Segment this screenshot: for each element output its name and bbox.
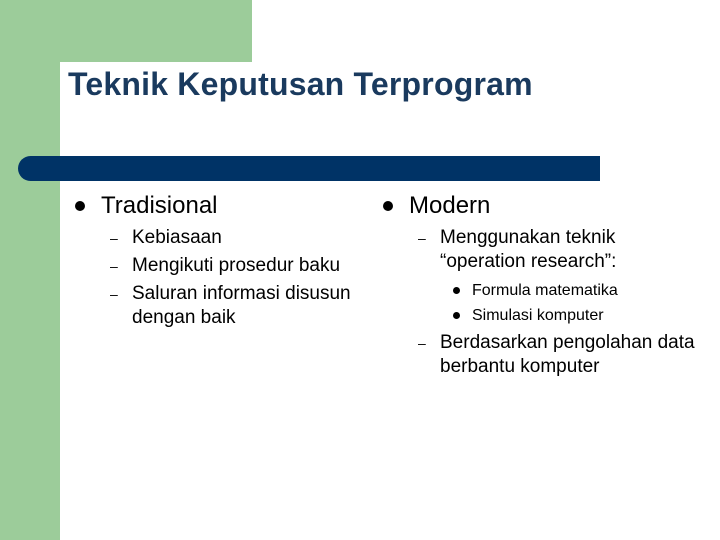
right-subitem-text: Formula matematika: [472, 282, 618, 299]
left-heading-item: [75, 190, 365, 222]
title-divider-bar: [18, 156, 600, 181]
right-sublist-item: [383, 278, 703, 303]
dash-icon: –: [418, 230, 426, 246]
left-item-text: Kebiasaan: [132, 227, 222, 248]
dash-icon: –: [110, 286, 118, 302]
bullet-icon: [75, 201, 85, 211]
right-list-item: [383, 226, 703, 274]
left-heading: Tradisional: [101, 192, 218, 219]
right-subitem-text: Simulasi komputer: [472, 307, 604, 324]
dash-icon: –: [110, 230, 118, 246]
right-heading-item: [383, 190, 703, 222]
dash-icon: –: [418, 335, 426, 351]
left-column: [75, 190, 365, 330]
right-column: [383, 190, 703, 379]
right-sublist-item: [383, 303, 703, 328]
right-item-text: Menggunakan teknik “operation research”:: [440, 227, 617, 272]
left-item-text: Mengikuti prosedur baku: [132, 255, 341, 276]
bullet-icon: [383, 201, 393, 211]
left-item-text: Saluran informasi disusun dengan baik: [132, 283, 351, 328]
left-list-item: [75, 254, 365, 278]
slide-title: Teknik Keputusan Terprogram: [68, 66, 533, 102]
small-bullet-icon: [453, 287, 460, 294]
right-heading: Modern: [409, 192, 491, 219]
left-list-item: [75, 226, 365, 250]
small-bullet-icon: [453, 312, 460, 319]
right-item-text: Berdasarkan pengolahan data berbantu komputer: [440, 332, 695, 377]
left-list-item: [75, 282, 365, 330]
right-list-item: [383, 331, 703, 379]
dash-icon: –: [110, 258, 118, 274]
